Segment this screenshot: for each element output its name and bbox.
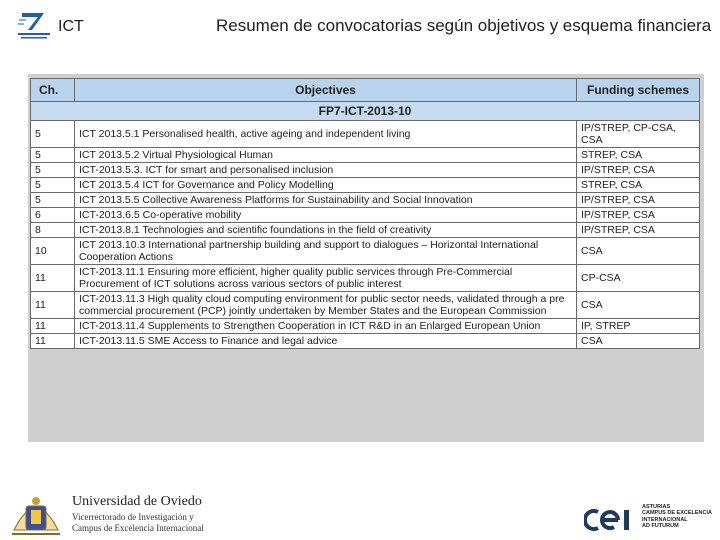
cell-funding: IP/STREP, CSA — [577, 208, 700, 223]
cell-ch: 6 — [31, 208, 75, 223]
cell-funding: IP/STREP, CSA — [577, 193, 700, 208]
table-row — [31, 223, 700, 238]
table-row — [31, 148, 700, 163]
column-header-ch: Ch. — [31, 79, 75, 102]
table-row — [31, 292, 700, 319]
cell-objective: ICT 2013.5.4 ICT for Governance and Policy Modelling — [75, 178, 577, 193]
cell-objective: ICT-2013.8.1 Technologies and scientific foundations in the field of creativity — [75, 223, 577, 238]
cell-ch: 5 — [31, 121, 75, 148]
program-row — [31, 102, 700, 121]
university-sub-line-1: Vicerrectorado de Investigación y — [72, 512, 194, 522]
cell-objective: ICT-2013.11.5 SME Access to Finance and legal advice — [75, 334, 577, 349]
cei-line-1: ASTURIAS — [642, 504, 671, 510]
table-row — [31, 193, 700, 208]
cell-ch: 10 — [31, 238, 75, 265]
cei-line-4: AD FUTURUM — [642, 523, 679, 530]
cell-objective: ICT 2013.5.1 Personalised health, active ageing and independent living — [75, 121, 577, 148]
program-label: FP7-ICT-2013-10 — [31, 102, 700, 121]
table-row — [31, 238, 700, 265]
slide-title: Resumen de convocatorias según objetivos y esquema financiera — [216, 16, 712, 35]
university-logo — [8, 490, 218, 538]
table-row — [31, 178, 700, 193]
cell-funding: STREP, CSA — [577, 178, 700, 193]
table-row — [31, 121, 700, 148]
cell-funding: STREP, CSA — [577, 148, 700, 163]
university-seal-icon — [8, 490, 64, 538]
cell-funding: CSA — [577, 334, 700, 349]
table-row — [31, 208, 700, 223]
fp7-logo-icon — [14, 8, 54, 42]
cell-ch: 5 — [31, 193, 75, 208]
university-sub-line-2: Campus de Excelencia Internacional — [72, 523, 204, 533]
cell-funding: IP/STREP, CSA — [577, 223, 700, 238]
cell-funding: CP-CSA — [577, 265, 700, 292]
cell-funding: CSA — [577, 238, 700, 265]
calls-table — [30, 78, 700, 349]
table-header-row — [31, 79, 700, 102]
table-row — [31, 334, 700, 349]
cell-objective: ICT 2013.5.5 Collective Awareness Platforms for Sustainability and Social Innovation — [75, 193, 577, 208]
cell-objective: ICT-2013.11.1 Ensuring more efficient, higher quality public services through Pre-Commercial Procurement of ICT solutions across various sectors of public interest — [75, 265, 577, 292]
table-row — [31, 163, 700, 178]
table-row — [31, 319, 700, 334]
cell-funding: CSA — [577, 292, 700, 319]
university-subtitle — [72, 512, 204, 534]
cei-logo — [584, 504, 720, 538]
cell-objective: ICT-2013.5.3. ICT for smart and personalised inclusion — [75, 163, 577, 178]
table-row — [31, 265, 700, 292]
cell-objective: ICT-2013.11.3 High quality cloud computing environment for public sector needs, validated through a pre commercial procurement (PCP) jointly undertaken by Member States and the European Commission — [75, 292, 577, 319]
cell-objective: ICT-2013.6.5 Co-operative mobility — [75, 208, 577, 223]
cell-ch: 11 — [31, 292, 75, 319]
cei-line-2: CAMPUS DE EXCELENCIA — [642, 510, 712, 517]
column-header-funding: Funding schemes — [577, 79, 700, 102]
ict-label: ICT — [58, 18, 84, 35]
cell-ch: 11 — [31, 265, 75, 292]
cell-ch: 5 — [31, 148, 75, 163]
cell-ch: 11 — [31, 334, 75, 349]
cell-objective: ICT 2013.5.2 Virtual Physiological Human — [75, 148, 577, 163]
cell-ch: 5 — [31, 163, 75, 178]
cell-objective: ICT 2013.10.3 International partnership building and support to dialogues – Horizontal International Cooperation Actions — [75, 238, 577, 265]
cell-funding: IP, STREP — [577, 319, 700, 334]
cei-text — [642, 504, 712, 530]
university-name: Universidad de Oviedo — [72, 494, 202, 509]
cell-ch: 8 — [31, 223, 75, 238]
cei-line-3: INTERNACIONAL — [642, 516, 688, 523]
cei-logo-icon — [584, 506, 638, 534]
cell-funding: IP/STREP, CP-CSA, CSA — [577, 121, 700, 148]
cell-funding: IP/STREP, CSA — [577, 163, 700, 178]
cell-ch: 5 — [31, 178, 75, 193]
cell-ch: 11 — [31, 319, 75, 334]
cell-objective: ICT-2013.11.4 Supplements to Strengthen Cooperation in ICT R&D in an Enlarged European Union — [75, 319, 577, 334]
column-header-objectives: Objectives — [75, 79, 577, 102]
